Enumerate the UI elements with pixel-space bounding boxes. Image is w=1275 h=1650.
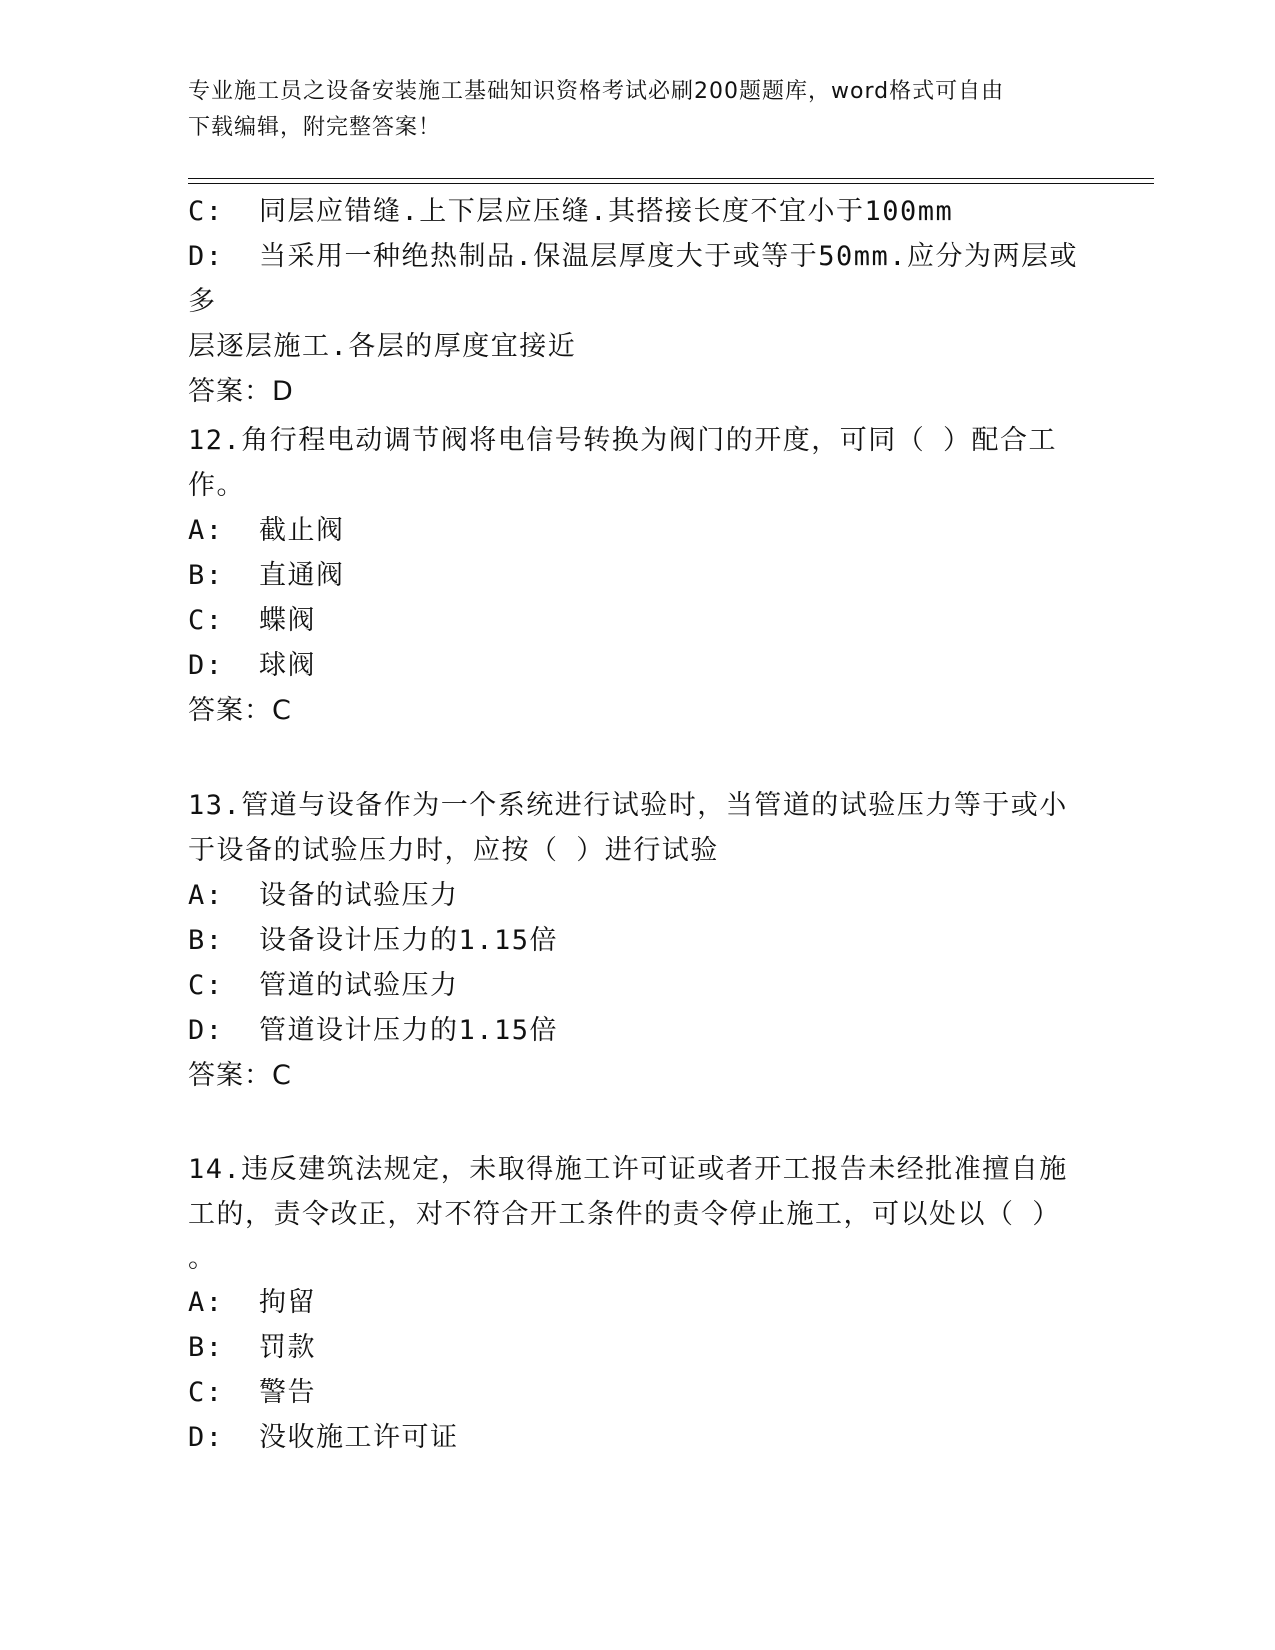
question-11-continued bbox=[188, 189, 1088, 415]
option-c: C: 管道的试验压力 bbox=[188, 970, 459, 1001]
option-b: B: 设备设计压力的1.15倍 bbox=[188, 925, 559, 956]
option-a: A: 拘留 bbox=[188, 1287, 317, 1318]
option-d-line1: D: 当采用一种绝热制品.保温层厚度大于或等于50mm.应分为两层或多 bbox=[188, 241, 1079, 317]
question-14 bbox=[188, 1147, 1088, 1460]
question-stem-line2: 于设备的试验压力时，应按（ ）进行试验 bbox=[188, 835, 719, 866]
option-b: B: 罚款 bbox=[188, 1332, 317, 1363]
option-b: B: 直通阀 bbox=[188, 560, 345, 591]
header-title-line2: 下载编辑，附完整答案！ bbox=[188, 115, 442, 140]
answer: 答案：C bbox=[188, 695, 292, 726]
question-stem-line2: 工的，责令改正，对不符合开工条件的责令停止施工，可以处以（ ） bbox=[188, 1199, 1061, 1230]
document-header bbox=[188, 74, 1078, 146]
question-13 bbox=[188, 783, 1088, 1099]
option-d: D: 球阀 bbox=[188, 650, 317, 681]
answer: 答案：C bbox=[188, 1060, 292, 1091]
question-stem-line3: 。 bbox=[188, 1243, 217, 1274]
option-a: A: 截止阀 bbox=[188, 515, 345, 546]
question-stem-line1: 13.管道与设备作为一个系统进行试验时，当管道的试验压力等于或小 bbox=[188, 790, 1068, 821]
option-c: C: 警告 bbox=[188, 1377, 317, 1408]
option-c: C: 同层应错缝.上下层应压缝.其搭接长度不宜小于100mm bbox=[188, 196, 954, 227]
question-12 bbox=[188, 418, 1088, 734]
header-rule-bottom bbox=[188, 183, 1154, 184]
option-c: C: 蝶阀 bbox=[188, 605, 317, 636]
header-title-line1: 专业施工员之设备安装施工基础知识资格考试必刷200题题库，word格式可自由 bbox=[188, 79, 1005, 104]
option-d: D: 管道设计压力的1.15倍 bbox=[188, 1015, 559, 1046]
answer: 答案：D bbox=[188, 376, 294, 407]
question-stem-line2: 作。 bbox=[188, 470, 245, 501]
header-rule-top bbox=[188, 178, 1154, 179]
question-stem-line1: 12.角行程电动调节阀将电信号转换为阀门的开度，可同（ ）配合工 bbox=[188, 425, 1058, 456]
question-stem-line1: 14.违反建筑法规定，未取得施工许可证或者开工报告未经批准擅自施 bbox=[188, 1154, 1068, 1185]
option-a: A: 设备的试验压力 bbox=[188, 880, 459, 911]
option-d: D: 没收施工许可证 bbox=[188, 1422, 459, 1453]
option-d-line2: 层逐层施工.各层的厚度宜接近 bbox=[188, 331, 577, 362]
